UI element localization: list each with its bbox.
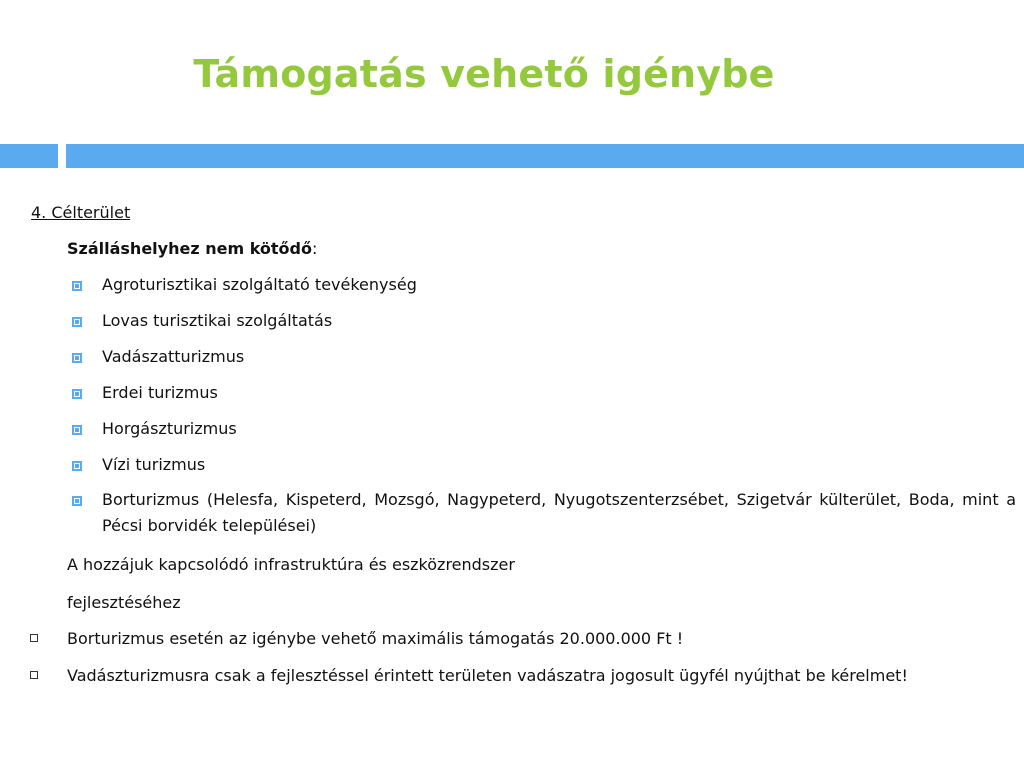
target-area-label: 4. Célterület: [31, 203, 131, 222]
list-item: [72, 452, 1016, 478]
list-item: [72, 487, 1016, 539]
list-item-text: Vadászatturizmus: [102, 347, 245, 366]
note-item: [30, 665, 1020, 687]
square-bullet-icon: [72, 461, 82, 471]
list-item: [72, 272, 1016, 298]
square-bullet-icon: [72, 496, 82, 506]
infrastructure-text-line2: fejlesztéséhez: [67, 593, 181, 612]
slide-title: Támogatás vehető igénybe: [193, 52, 775, 96]
list-item: [72, 308, 1016, 334]
note-item: [30, 628, 1020, 650]
square-bullet-icon: [72, 353, 82, 363]
subheading: [67, 238, 317, 259]
square-bullet-icon: [72, 425, 82, 435]
hollow-square-bullet-icon: [30, 671, 38, 679]
list-item: [72, 380, 1016, 406]
subheading-text: Szálláshelyhez nem kötődő: [67, 239, 312, 258]
infrastructure-text-line1: A hozzájuk kapcsolódó infrastruktúra és eszközrendszer: [67, 555, 515, 574]
list-item: [72, 416, 1016, 442]
list-item-text: Lovas turisztikai szolgáltatás: [102, 311, 333, 330]
note-text: Vadászturizmusra csak a fejlesztéssel érintett területen vadászatra jogosult ügyfél nyújthat be kérelmet!: [67, 666, 908, 685]
list-item-text: Vízi turizmus: [102, 455, 206, 474]
list-item-text: Borturizmus (Helesfa, Kispeterd, Mozsgó, Nagypeterd, Nyugotszenterzsébet, Szigetvár külterület, Boda, mint a Pécsi borvidék települései): [102, 490, 1016, 535]
note-text: Borturizmus esetén az igénybe vehető maximális támogatás 20.000.000 Ft !: [67, 629, 684, 648]
subheading-colon: :: [311, 239, 318, 258]
square-bullet-icon: [72, 389, 82, 399]
list-item-text: Erdei turizmus: [102, 383, 218, 402]
list-item-text: Agroturisztikai szolgáltató tevékenység: [102, 275, 417, 294]
list-item-text: Horgászturizmus: [102, 419, 237, 438]
square-bullet-icon: [72, 317, 82, 327]
hollow-square-bullet-icon: [30, 634, 38, 642]
list-item: [72, 344, 1016, 370]
square-bullet-icon: [72, 281, 82, 291]
